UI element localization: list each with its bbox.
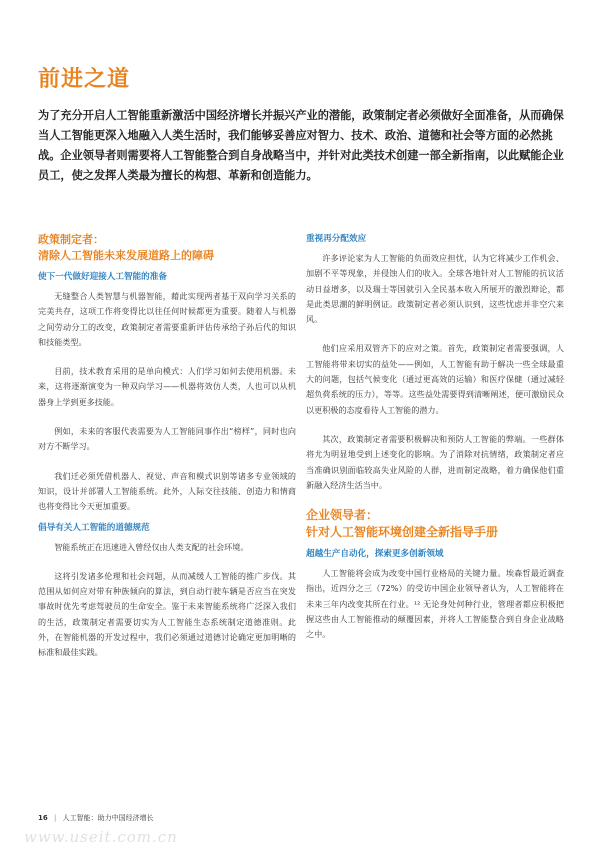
subheading-redistribution: 重视再分配效应: [306, 234, 367, 244]
paragraph: 人工智能将会成为改变中国行业格局的关键力量。埃森哲最近调查指出，近四分之三（72%）的受访中国企业领导者认为，人工智能将在未来三年内改变其所在行业。¹² 无论身处何种行业，管理者都应积极把握这些由人工智能推动的颠覆因素，并将人工智能整合到自身企业战略之中。: [306, 568, 564, 640]
paragraph: 我们迁必须凭借机器人、视觉、声音和模式识别等诸多专业领域的知识，设计并部署人工智能系统。此外，人际交往技能、创造力和情商也将变得比今天更加重要。: [38, 470, 296, 512]
footer-report-title: 人工智能：助力中国经济增长: [62, 814, 154, 822]
left-column: [38, 232, 296, 675]
section-heading-line2: 针对人工智能环境创建全新指导手册: [306, 525, 499, 540]
section-heading-line2: 清除人工智能未来发展道路上的障碍: [38, 249, 214, 262]
paragraph: 这将引发诸多伦理和社会问题，从而减缓人工智能的推广步伐。其范围从如何应对带有种族倾向的算法，到自动行驶车辆是否应当在突发事故时优先考虑驾驶员的生命安全。鉴于未来智能系统将广泛深入我们的生活，政策制定者需要切实为人工智能生态系统制定道德准则。此外，在智能机器的开发过程中，我们必须通过道德讨论确定更加明晰的标准和最佳实践。: [38, 570, 296, 658]
right-column: [306, 232, 564, 657]
watermark: www.useit.com.cn: [24, 828, 178, 846]
subheading-ethics: 倡导有关人工智能的道德规范: [38, 522, 150, 533]
paragraph: 许多评论家为人工智能的负面效应担忧，认为它将减少工作机会、加剧不平等现象，并侵蚀人们的收入。全球各地针对人工智能的抗议活动日益增多，以及瑞士等国就引入全民基本收入所展开的激烈辩论，都是此类思潮的鲜明例证。政策制定者必须认识到，这些忧虑并非空穴来风。: [306, 253, 564, 325]
paragraph: 目前，技术教育采用的是单向模式：人们学习如何去使用机器。未来，这将逐渐演变为一种双向学习——机器将效仿人类，人也可以从机器身上学到更多技能。: [38, 366, 296, 407]
section-heading-policy: [38, 232, 296, 264]
paragraph: 他们应采用双管齐下的应对之策。首先，政策制定者需要强调，人工智能将带来切实的益处——例如，人工智能有助于解决一些全球最重大的问题，包括气候变化（通过更高效的运输）和医疗保健（通过减轻超负荷系统的压力），等等。这些益处需要得到清晰阐述，便可激励民众以更积极的态度看待人工智能的潜力。: [306, 343, 564, 415]
page-number: 16: [38, 814, 48, 822]
paragraph: 例如，未来的客服代表需要为人工智能同事作出“榜样”，同时也向对方不断学习。: [38, 426, 296, 452]
subheading-prepare: 使下一代做好迎接人工智能的准备: [38, 272, 167, 282]
page-footer: [38, 813, 154, 823]
paragraph: 其次，政策制定者需要积极解决和预防人工智能的弊端。一些群体将尤为明显地受到上述变化的影响。为了消除对抗情绪，政策制定者应当准确识别面临较高失业风险的人群，进而制定战略，着力确保他们重新融入经济生活当中。: [306, 433, 564, 490]
paragraph: 智能系统正在迅速进入曾经仅由人类支配的社会环境。: [54, 541, 249, 552]
paragraph: 无缝整合人类智慧与机器智能，藉此实现两者基于双向学习关系的完美共存，这项工作将变得比以往任何时候都更为重要。随着人与机器之间劳动分工的改变，政策制定者需要重新评估传承给子孙后代的知识和技能类型。: [38, 291, 296, 347]
page-title: 前进之道: [38, 67, 131, 92]
subheading-innovation: 超越生产自动化，探索更多创新领域: [306, 549, 444, 560]
section-heading-business: [306, 507, 564, 541]
section-heading-line1: 政策制定者：: [38, 233, 104, 246]
footer-separator: |: [53, 814, 57, 822]
intro-paragraph: 为了充分开启人工智能重新激活中国经济增长并振兴产业的潜能，政策制定者必须做好全面准备，从而确保当人工智能更深入地融入人类生活时，我们能够妥善应对智力、技术、政治、道德和社会等方面的必然挑战。企业领导者则需要将人工智能整合到自身战略当中，并针对此类技术创建一部全新指南，以此赋能企业员工，使之发挥人类最为擅长的构想、革新和创造能力。: [38, 109, 564, 182]
section-heading-line1: 企业领导者：: [306, 508, 379, 523]
